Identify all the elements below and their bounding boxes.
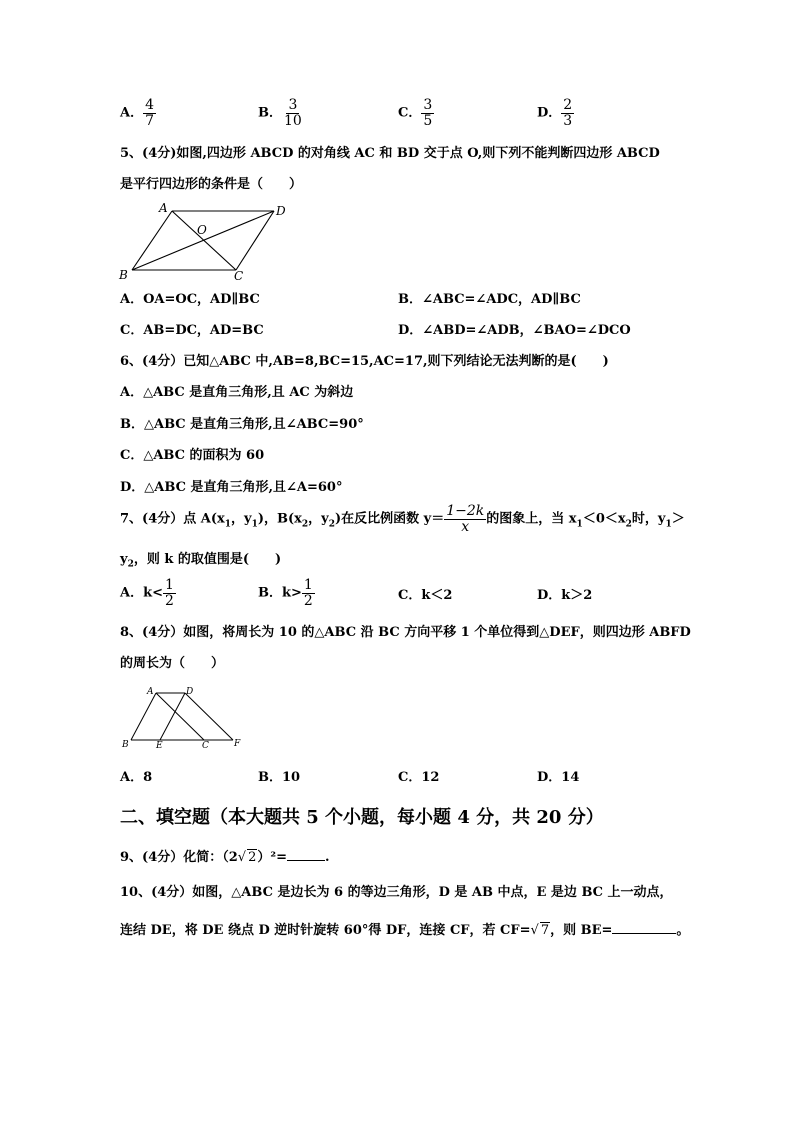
label-f: F [234,739,241,749]
q4-option-b [258,98,304,129]
subscript: 2 [127,559,134,570]
q6-option-c: C．△ABC 的面积为 60 [120,448,265,463]
q10-text: 连结 DE，将 DE 绕点 D 逆时针旋转 60°得 DF，连接 CF，若 CF= [120,923,531,938]
fraction [143,98,156,129]
denominator: 5 [423,113,433,129]
segment-ab [131,693,156,740]
q7-option-b [258,578,315,609]
q10-stem-line2 [120,921,689,939]
numerator: 4 [145,97,155,113]
radicand: 2 [248,850,257,865]
q4-option-c [398,98,434,129]
answer-blank[interactable] [612,921,676,934]
q5-stem-line2: 是平行四边形的条件是（ ） [120,177,303,192]
fraction [561,98,574,129]
q5-stem-line1: 5、(4分)如图,四边形 ABCD 的对角线 AC 和 BD 交于点 O,则下列不能判断四边形 ABCD [120,146,660,161]
subscript: 2 [328,519,335,530]
q7-text: 的图象上，当 x [486,511,577,527]
q7-option-a [120,578,176,609]
subscript: 1 [224,519,232,530]
option-letter: D． [537,105,562,121]
q10-text: ，则 BE= [550,923,613,938]
q5-parallelogram-figure [112,200,302,282]
label-b: B [122,740,129,750]
q4-option-a [120,98,156,129]
sqrt-symbol: √ [237,850,247,865]
q6-option-d: D．△ABC 是直角三角形,且∠A=60° [120,480,343,495]
side-cd [236,211,274,270]
denominator: 10 [284,113,302,129]
q5-option-c: C．AB=DC，AD=BC [120,323,264,338]
label-d: D [276,204,286,218]
label-o: O [197,223,207,237]
numerator: 1−2k [446,503,485,519]
q7-option-c: C．k＜2 [398,588,453,603]
subscript: 2 [301,519,309,530]
numerator: 1 [165,577,174,593]
denominator: 2 [303,593,313,609]
q6-stem: 6、(4分）已知△ABC 中,AB=8,BC=15,AC=17,则下列结论无法判断的是( ) [120,354,609,369]
q9-text: 9、(4分）化简：（2 [120,850,238,865]
label-e: E [156,741,163,750]
function-fraction [444,504,486,535]
option-letter: A． [120,105,144,121]
q5-option-a: A．OA=OC，AD∥BC [120,292,260,307]
label-a: A [159,201,168,215]
label-b: B [119,268,128,282]
q7-text: ，则 k 的取值围是( ) [133,552,282,567]
q7-text: ，y [308,511,329,527]
q9-text: ）²= [257,850,287,865]
denominator: x [461,519,470,535]
q6-option-b: B．△ABC 是直角三角形,且∠ABC=90° [120,417,364,432]
q4-option-d [537,98,574,129]
diagonal-bd [132,211,274,270]
q8-option-b: B．10 [258,770,301,785]
option-letter: A．k< [120,585,163,601]
numerator: 2 [563,97,573,113]
q8-option-a: A．8 [120,770,153,785]
q7-text: 时，y [631,511,666,527]
numerator: 1 [303,577,313,593]
q7-text: ＞ [671,511,685,527]
q7-text: )，B(x [257,511,302,527]
q7-text: ，y [231,511,252,527]
q7-stem-line2 [120,552,281,573]
q9-text: . [324,850,330,865]
q5-option-b: B．∠ABC=∠ADC，AD∥BC [398,292,581,307]
label-a: A [147,687,154,697]
q7-text: 7、(4分）点 A(x [120,511,225,527]
fraction [421,98,434,129]
q7-option-d: D．k＞2 [537,588,593,603]
denominator: 2 [165,593,174,609]
label-c: C [202,741,209,750]
option-letter: C． [398,105,422,121]
denominator: 3 [563,113,573,129]
q10-text: 。 [676,923,690,938]
fraction [302,578,315,609]
q5-option-d: D．∠ABD=∠ADB，∠BAO=∠DCO [398,323,631,338]
label-d: D [186,687,194,697]
denominator: 7 [145,113,155,129]
q7-text: ＜0＜x [582,511,626,527]
radicand: 7 [540,923,550,938]
fraction [163,578,176,609]
option-letter: B． [258,105,282,121]
subscript: 2 [625,519,632,530]
q7-stem-line1 [120,504,685,535]
section-heading-fill-in: 二、填空题（本大题共 5 个小题，每小题 4 分，共 20 分） [120,807,604,828]
sqrt-symbol: √ [530,923,539,938]
q9-stem [120,848,330,866]
option-letter: B．k> [258,585,302,601]
subscript: 1 [576,519,583,530]
numerator: 3 [288,97,298,113]
numerator: 3 [423,97,433,113]
q6-option-a: A．△ABC 是直角三角形,且 AC 为斜边 [120,385,354,400]
subscript: 1 [665,519,672,530]
subscript: 1 [251,519,258,530]
answer-blank[interactable] [287,848,325,861]
fraction [282,98,304,129]
q8-option-c: C．12 [398,770,440,785]
label-c: C [234,269,244,282]
q8-translation-figure [118,684,248,750]
q7-text: y [120,552,128,567]
q8-stem-line2: 的周长为（ ） [120,656,225,671]
segment-df [185,693,233,740]
q7-text: )在反比例函数 y＝ [335,511,445,527]
q10-stem-line1: 10、(4分）如图，△ABC 是边长为 6 的等边三角形，D 是 AB 中点，E 是边 BC 上一动点， [120,885,673,900]
q8-option-d: D．14 [537,770,580,785]
q8-stem-line1: 8、(4分）如图，将周长为 10 的△ABC 沿 BC 方向平移 1 个单位得到△DEF，则四边形 ABFD [120,625,691,640]
